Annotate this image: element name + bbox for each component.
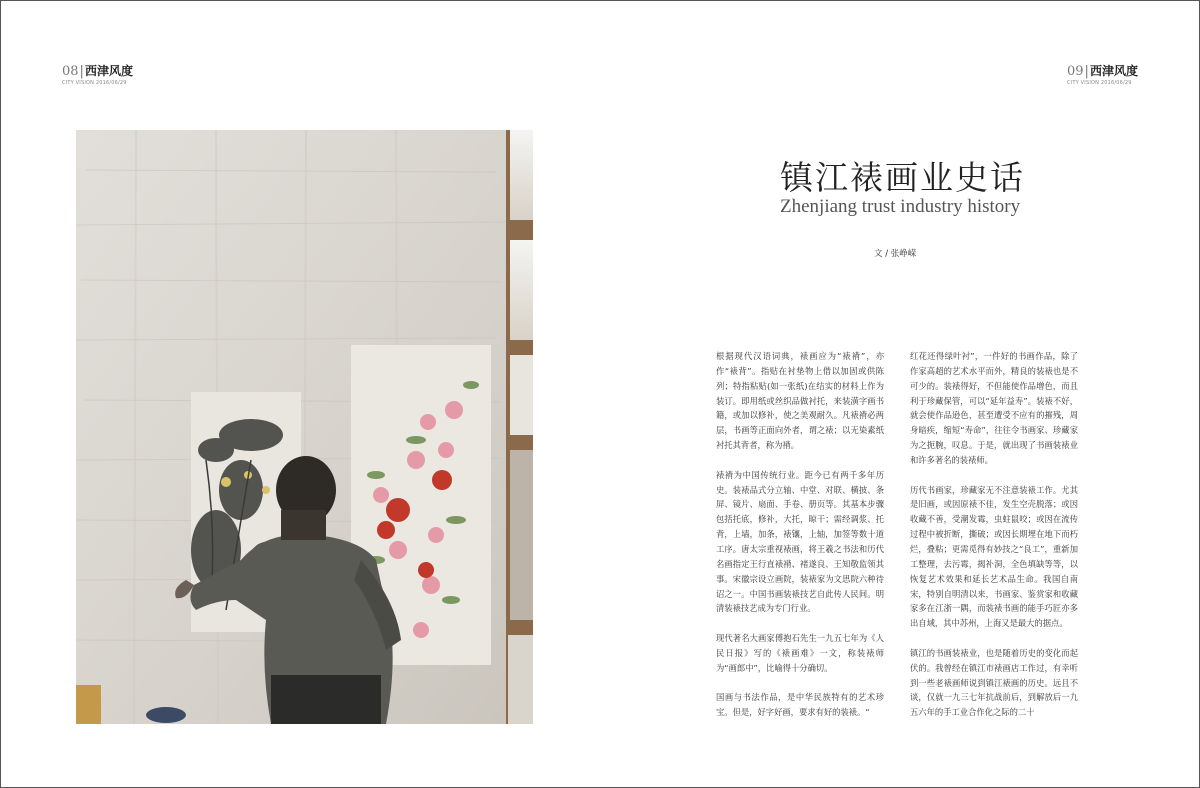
right-page-header [1067,62,1138,86]
paragraph: 镇江的书画装裱业，也是随着历史的变化而起伏的。我曾经在镇江市裱画店工作过，有幸听到一些老裱画师说到镇江裱画的历史。远且不谈，仅就一九三七年抗战前后，到解放后一九五六年的手工业合作化之际的二十 [910,647,1078,718]
paragraph: 国画与书法作品，是中华民族特有的艺术珍宝。但是，好字好画，要求有好的装裱。“ [716,692,884,718]
paragraph: 根据现代汉语词典，裱画应为“裱褙”，亦作“裱背”。指贴在衬垫物上借以加固或供陈列；特指粘贴(如一张纸)在结实的材料上作为装订。即用纸或丝织品做衬托，来装潢字画书籍，或加以修补，使之美观耐久。凡裱褙必两层，书画等正面向外者，谓之裱；以无染素纸衬托其背者，称为褙。 [716,351,884,451]
paragraph: 裱褙为中国传统行业。距今已有两千多年历史。装裱品式分立轴、中堂、对联、横披、条屏、镜片、扇面、手卷、册页等。其基本步骤包括托底，修补，大托，晾干；需经调浆、托背，上墙，加条，裱镶，上轴，加签等数十道工序。唐太宗重视裱画，将王羲之书法和历代名画指定王行直裱褙、褚遂良、王知敬监领其事。宋徽宗设立画院，装裱家为文思院六种待诏之一。中国书画装裱技艺自此传人民间。明清装裱技艺成为专门行业。 [716,469,884,614]
paragraph: 红花还得绿叶衬”，一件好的书画作品，除了作家高超的艺术水平而外，精良的装裱也是不可少的。装裱得好，不但能使作品增色，而且利于珍藏保管，可以“延年益寿”。装裱不好，就会使作品逊色，甚至遭受不应有的摧残，周身暗疾，缩短“寿命”，往往令书画家、珍藏家为之扼腕，叹息。于是，就出现了书画装裱业和许多著名的装裱师。 [910,351,1078,465]
left-page-header [62,62,133,86]
page-number: 08 [62,64,79,79]
magazine-name: 西津风度 [84,64,133,78]
header-subline: CITY VISION 2016/06/29 [1067,80,1132,86]
header-subline: CITY VISION 2016/06/29 [62,80,127,86]
header-separator: | [79,64,84,79]
article-column-right [910,349,1078,729]
header-separator: | [1084,64,1089,79]
magazine-name: 西津风度 [1089,64,1138,78]
paragraph: 现代著名大画家傅抱石先生一九五七年为《人民日报》写的《裱画难》一文，称装裱师为“画郎中”，比喻得十分确切。 [716,633,884,673]
article-title-english: Zhenjiang trust industry history [780,196,1021,217]
article-author: 文 / 张峥嵘 [874,249,917,259]
article-title: 镇江裱画业史话 [780,158,1025,197]
article-column-left [716,349,884,729]
page-number: 09 [1067,64,1084,79]
article-photo [76,130,533,724]
paragraph: 历代书画家，珍藏家无不注意装裱工作。尤其是旧画，或因原裱不佳，发生空壳脱落；或因收藏不善，受潮发霉，虫蛀鼠咬；或因在流传过程中被折断，撕破；或因长期埋在地下而朽烂，叠粘；更需觅得有妙技之“良工”，重新加工整理，去污霉，揭补洞，全色填缺等等，以恢复艺术效果和延长艺术品生命。我国自南宋，特别自明清以来，书画家、鉴赏家和收藏家多在江浙一隅，而装裱书画的能手巧匠亦多出自域，其中苏州，上海又是最大的据点。 [910,484,1078,629]
